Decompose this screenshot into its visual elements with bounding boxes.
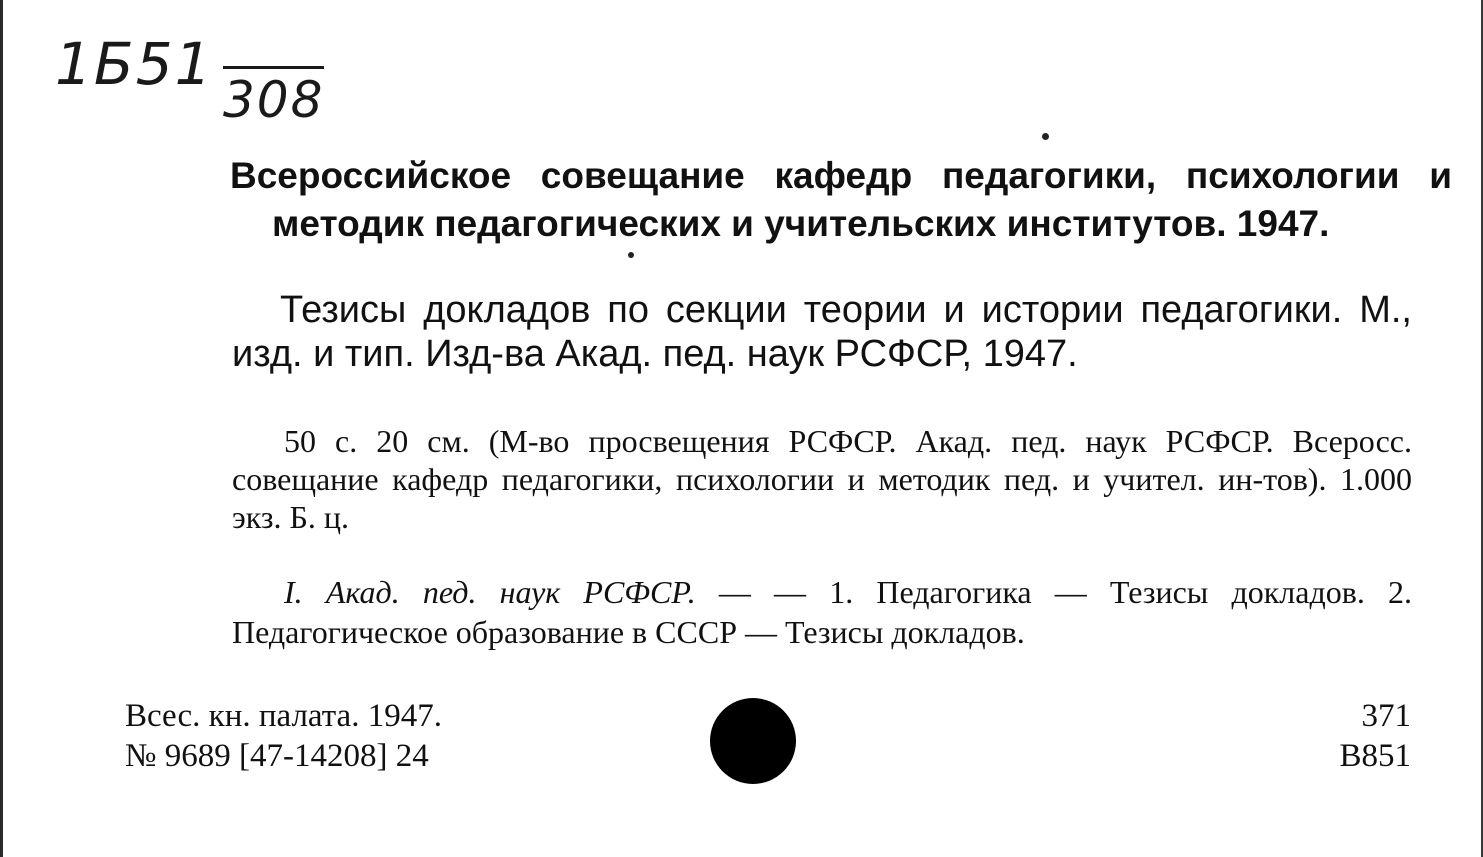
card-imprint: 50 с. 20 см. (М-во просвещения РСФСР. Акад. пед. наук РСФСР. Всеросс. совещание кафедр педагогики, психологии и методик пед. и учител. ин-тов). 1.000 экз. Б. ц. bbox=[232, 423, 1412, 535]
shelf-mark-sub: 308 bbox=[223, 66, 324, 129]
punch-hole-icon bbox=[710, 698, 796, 784]
subject-topics: — — 1. Педагогика — Тезисы докладов. 2. Педагогическое образование в СССР — Тезисы докладов. bbox=[232, 574, 1413, 650]
card-footer-classification bbox=[1339, 696, 1411, 776]
classification-number: 371 bbox=[1361, 698, 1411, 734]
author-mark: B851 bbox=[1339, 738, 1411, 774]
ink-speck bbox=[1042, 133, 1049, 140]
registry-line-2: № 9689 [47-14208] 24 bbox=[125, 738, 429, 774]
shelf-mark-main: 1Б51 bbox=[55, 30, 214, 98]
ink-speck bbox=[628, 252, 634, 258]
card-left-edge bbox=[0, 0, 3, 857]
card-title: Тезисы докладов по секции теории и истории педагогики. М., изд. и тип. Изд-ва Акад. пед. наук РСФСР, 1947. bbox=[232, 289, 1412, 375]
card-footer-registry bbox=[125, 696, 442, 776]
subject-corporate-entry: I. Акад. пед. наук РСФСР. bbox=[284, 574, 696, 610]
card-heading: Всероссийское совещание кафедр педагогики, психологии и методик педагогических и учительских институтов. 1947. bbox=[230, 155, 1452, 244]
registry-line-1: Всес. кн. палата. 1947. bbox=[125, 698, 442, 734]
card-subject-headings bbox=[232, 572, 1412, 652]
